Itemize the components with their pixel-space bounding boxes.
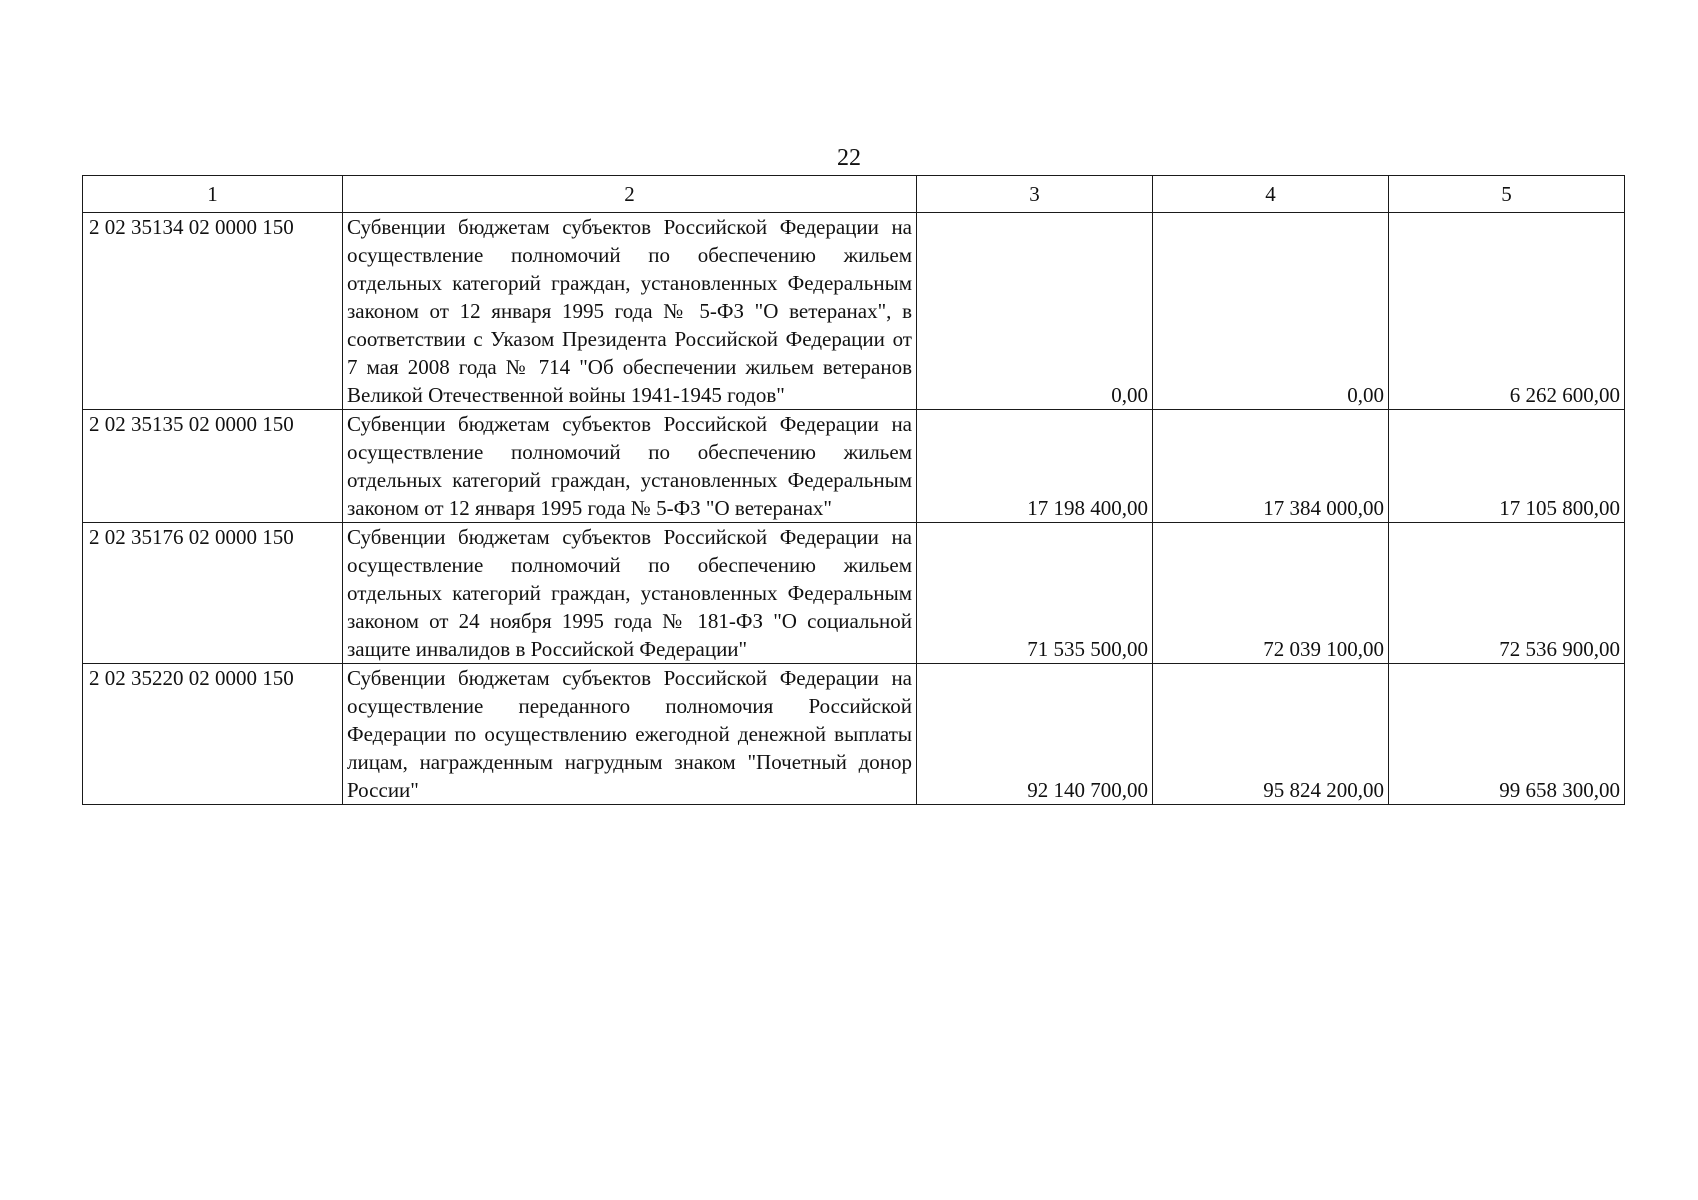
amount-col5-cell: 99 658 300,00 — [1389, 664, 1625, 805]
amount-col5-cell: 17 105 800,00 — [1389, 410, 1625, 523]
column-header-1: 1 — [83, 176, 343, 213]
amount-col4-cell: 17 384 000,00 — [1153, 410, 1389, 523]
page-number: 22 — [837, 145, 861, 171]
amount-col3-cell: 17 198 400,00 — [917, 410, 1153, 523]
amount-col3-cell: 71 535 500,00 — [917, 523, 1153, 664]
description-cell: Субвенции бюджетам субъектов Российской Федерации на осуществление полномочий по обеспечению жильем отдельных категорий граждан, установленных Федеральным законом от 24 ноября 1995 года № 181-ФЗ "О социальной защите инвалидов в Российской Федерации" — [343, 523, 917, 664]
budget-table — [82, 175, 1625, 805]
table-row — [83, 410, 1625, 523]
amount-col5-cell: 6 262 600,00 — [1389, 213, 1625, 410]
amount-col4-cell: 72 039 100,00 — [1153, 523, 1389, 664]
column-header-5: 5 — [1389, 176, 1625, 213]
table-row — [83, 523, 1625, 664]
amount-col5-cell: 72 536 900,00 — [1389, 523, 1625, 664]
description-cell: Субвенции бюджетам субъектов Российской Федерации на осуществление полномочий по обеспечению жильем отдельных категорий граждан, установленных Федеральным законом от 12 января 1995 года № 5-ФЗ "О ветеранах", в соответствии с Указом Президента Российской Федерации от 7 мая 2008 года № 714 "Об обеспечении жильем ветеранов Великой Отечественной войны 1941-1945 годов" — [343, 213, 917, 410]
budget-code-cell: 2 02 35135 02 0000 150 — [83, 410, 343, 523]
budget-code-cell: 2 02 35176 02 0000 150 — [83, 523, 343, 664]
amount-col3-cell: 0,00 — [917, 213, 1153, 410]
budget-code-cell: 2 02 35220 02 0000 150 — [83, 664, 343, 805]
description-cell: Субвенции бюджетам субъектов Российской Федерации на осуществление полномочий по обеспечению жильем отдельных категорий граждан, установленных Федеральным законом от 12 января 1995 года № 5-ФЗ "О ветеранах" — [343, 410, 917, 523]
description-cell: Субвенции бюджетам субъектов Российской Федерации на осуществление переданного полномочия Российской Федерации по осуществлению ежегодной денежной выплаты лицам, награжденным нагрудным знаком "Почетный донор России" — [343, 664, 917, 805]
table-row — [83, 664, 1625, 805]
table-header-row — [83, 176, 1625, 213]
column-header-2: 2 — [343, 176, 917, 213]
amount-col3-cell: 92 140 700,00 — [917, 664, 1153, 805]
column-header-4: 4 — [1153, 176, 1389, 213]
table-row — [83, 213, 1625, 410]
amount-col4-cell: 95 824 200,00 — [1153, 664, 1389, 805]
budget-code-cell: 2 02 35134 02 0000 150 — [83, 213, 343, 410]
column-header-3: 3 — [917, 176, 1153, 213]
amount-col4-cell: 0,00 — [1153, 213, 1389, 410]
